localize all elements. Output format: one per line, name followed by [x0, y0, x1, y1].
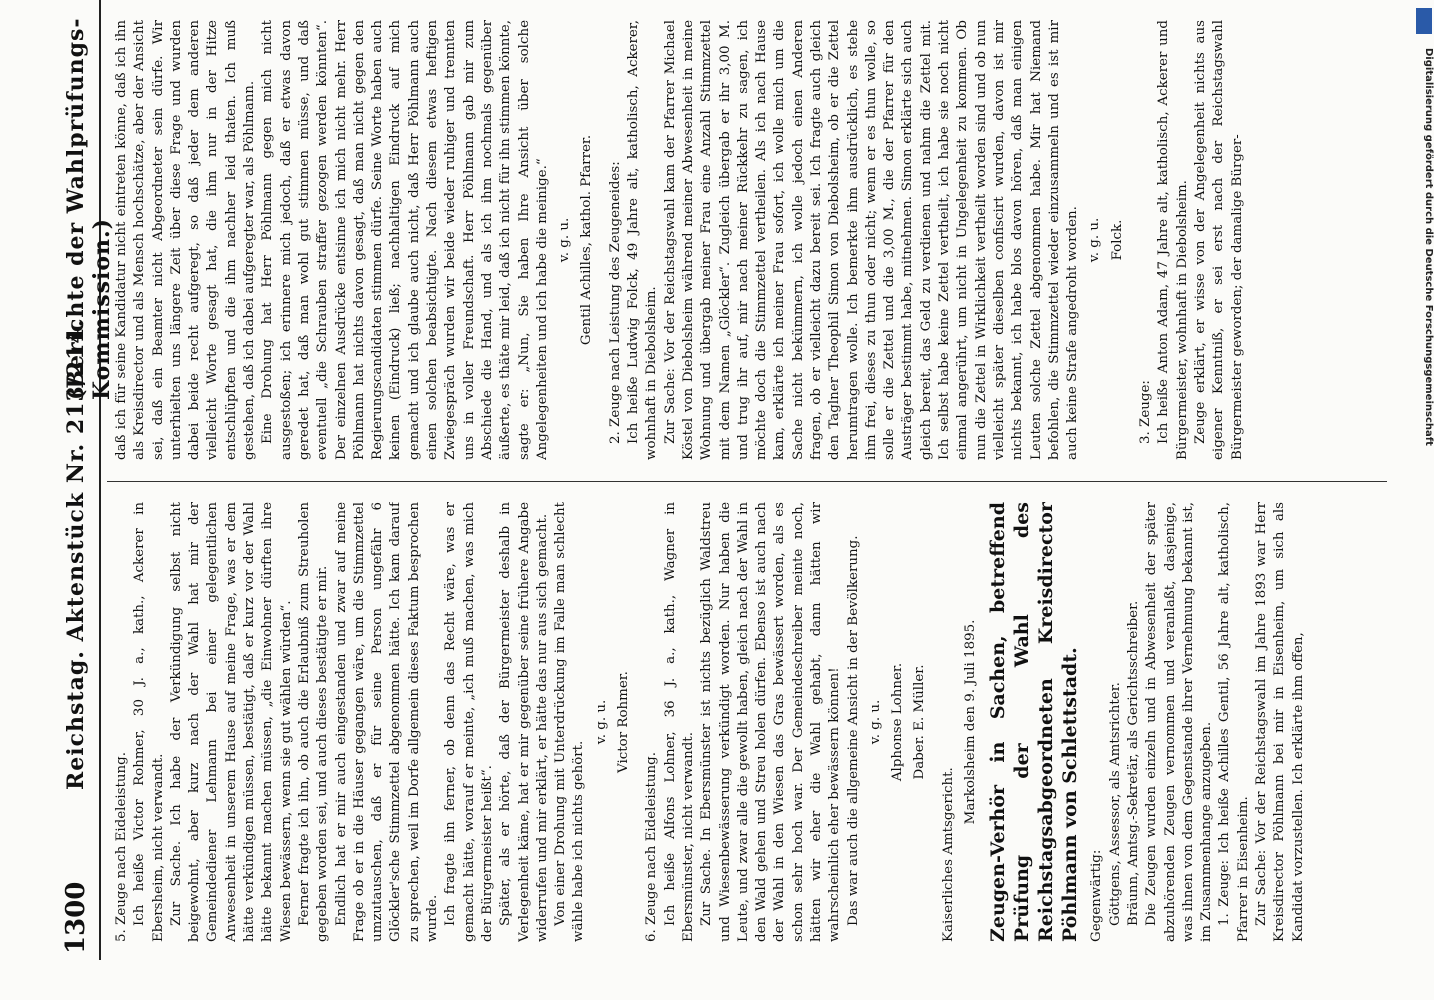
paragraph: Endlich hat er mir auch eingestanden und zwar auf meine Frage ob er in die Häuser gegangen wäre, um die Stimmzettel umzutauschen, daß er für seine Person ungefähr 6 Glöckler'sche Stimmzettel abgenommen hätte. Ich kam darauf zu sprechen, weil im Dorfe allgemein dieses Faktum besprochen wurde.	[333, 502, 441, 942]
page-number: 1300	[61, 881, 91, 954]
signature-name: Victor Rohmer.	[616, 671, 632, 773]
signature-line: v. g. u.	[1087, 217, 1103, 263]
header-right-title: (Berichte der Wahlprüfungs-Kommission.)	[63, 17, 115, 400]
paragraph: Die Zeugen wurden einzeln und in Abwesenheit der später abzuhörenden Zeugen vernommen und veranlaßt, dasjenige, was ihnen von dem Gegenstande ihrer Vernehmung bekannt ist, im Zusammenhange anzugeben.	[1144, 502, 1215, 942]
column-divider	[107, 481, 1387, 482]
paragraph: 2. Zeuge nach Leistung des Zeugeneides:	[607, 161, 623, 444]
page-header	[55, 0, 115, 960]
signature-line: v. g. u.	[557, 217, 573, 263]
rotated-print-sheet	[55, 0, 1405, 960]
paragraph: Zur Sache: Vor der Reichstagswahl kam der Pfarrer Michael Köstel von Diebolsheim während meiner Abwesenheit in meine Wohnung und übergab meiner Frau eine Anzahl Stimmzettel mit dem Namen „Glöckler“. Zugleich übergab er ihr 3,00 M. und trug ihr auf, mir nach meiner Rückkehr zu sagen, ich möchte doch die Stimmzettel vertheilen. Als ich nach Hause kam, erklärte ich meiner Frau sofort, ich wolle mich um die Sache nicht bekümmern, ich wolle jedoch einen Anderen fragen, ob er vielleicht dazu bereit sei. Ich fragte auch gleich den Taglner Theophil Simon von Diebolsheim, ob er die Zettel herumtragen wolle. Ich bemerkte ihm ausdrücklich, es stehe ihm frei, dieses zu thun oder nicht; wenn er es thun wolle, so solle er die Zettel und die 3,00 M., die der Pfarrer für den Austräger bestimmt habe, mitnehmen. Simon erklärte sich auch gleich bereit, das Geld zu verdienen und nahm die Zettel mit. Ich selbst habe keine Zettel vertheilt, ich habe sie noch nicht einmal angerührt, um nicht in Ungelegenheit zu kommen. Ob nun die Zettel in Wirklichkeit vertheilt worden sind und ob nun vielleicht später dieselben confiscirt wurden, davon ist mir nichts bekannt, ich habe blos davon hören, daß man einigen Leuten solche Zettel abgenommen habe. Mir hat Niemand befohlen, die Stimmzettel wieder einzusammeln und es ist mir auch keine Strafe angedroht worden.	[662, 20, 1081, 460]
paragraph: Ich heiße Alfons Lohner, 36 J. a., kath., Wagner in Ebersmünster, nicht verwandt.	[662, 502, 696, 942]
dfg-logo	[1416, 8, 1432, 34]
paragraph: Von einer Drohung mit Unterdrückung im Falle man schlecht wähle habe ich nichts gehört.	[553, 502, 587, 942]
text-column-right	[113, 20, 1388, 460]
place-date: Markolsheim den 9. Juli 1895.	[963, 619, 979, 825]
paragraph: Ich fragte ihn ferner, ob denn das Recht wäre, was er gemacht hätte, worauf er meinte, „ich muß machen, was mich der Bürgermeister heißt“.	[443, 502, 495, 942]
paragraph: Zur Sache. Ich habe der Verkündigung selbst nicht beigewohnt, aber kurz nach der Wahl hat mir der Gemeindediener Lehmann bei einer gelegentlichen Anwesenheit in unserem Hause auf meine Frage, was er dem hätte verkündigen müssen, bestätigt, daß er kurz vor der Wahl hätte bekannt machen müssen, „die Einwohner dürften ihre Wiesen bewässern, wenn sie gut wählen würden“.	[168, 502, 294, 942]
paragraph: Das war auch die allgemeine Ansicht in der Bevölkerung.	[845, 535, 861, 926]
text-column-left	[113, 502, 1388, 942]
paragraph: Ferner fragte ich ihn, ob auch die Erlaubniß zum Streuholen gegeben worden sei, und auch dieses bestätigte er mir.	[296, 502, 331, 942]
signature-line: v. g. u.	[867, 699, 883, 745]
paragraph: 1. Zeuge: Ich heiße Achilles Gentil, 56 Jahre alt, katholisch, Pfarrer in Eisenheim.	[1217, 502, 1251, 942]
signature-line: v. g. u.	[593, 699, 609, 745]
paragraph: 3. Zeuge:	[1138, 380, 1154, 444]
paragraph: 6. Zeuge nach Eideleistung.	[644, 752, 660, 942]
paragraph: daß ich für seine Kandidatur nicht eintreten könne, daß ich ihn als Kreisdirector und als Mensch hochschätze, aber der Ansicht sei, daß ein Beamter nicht Abgeordneter sein dürfe. Wir unterhielten uns längere Zeit über diese Frage und wurden dabei beide recht aufgeregt, so daß jeder dem anderen vielleicht Worte gesagt hat, die ihm nur in der Hitze entschlüpften und die ihm nachher leid thaten. Ich muß gestehen, daß ich dabei aufgeregter war, als Pöhlmann.	[114, 20, 258, 460]
paragraph: Zeuge erklärt, er wisse von der Angelegenheit nichts aus eigener Kenntniß, er sei erst nach der Reichstagswahl Bürgermeister geworden; der damalige Bürger-	[1192, 20, 1245, 460]
signature-name: Daber. E. Müller.	[912, 664, 928, 780]
section-heading: Zeugen-Verhör in Sachen, betreffend Prüfung der Wahl des Reichstagsabgeordneten Kreisdirector Pöhlmann von Schlettstadt.	[987, 502, 1082, 942]
paragraph: Ich heiße Ludwig Folck, 49 Jahre alt, katholisch, Ackerer, wohnhaft in Diebolsheim.	[626, 20, 660, 460]
paragraph: Gegenwärtig:	[1089, 849, 1105, 942]
signature-name: Gentil Achilles, kathol. Pfarrer.	[579, 134, 595, 346]
paragraph: 5. Zeuge nach Eideleistung.	[114, 752, 129, 942]
dfg-sidebar	[1416, 8, 1432, 993]
paragraph: Zur Sache: Vor der Reichstagswahl im Jahre 1893 war Herr Kreisdirector Pöhlmann bei mir in Eisenheim, um sich als Kandidat vorzustellen. Ich erklärte ihm offen,	[1254, 502, 1306, 942]
court-heading: Kaiserliches Amtsgericht.	[940, 767, 956, 942]
digitization-credit: Digitalisierung gefördert durch die Deutsche Forschungsgemeinschaft	[1423, 48, 1434, 446]
paragraph: Eine Drohung hat Herr Pöhlmann gegen mich nicht ausgestoßen; ich erinnere mich jedoch, daß er etwas davon geredet hat, daß man wohl gut stimmen müsse, und daß eventuell „die Schrauben straffer gezogen werden könnten“. Der einzelnen Ausdrücke entsinne ich mich nicht mehr. Herr Pöhlmann hat nichts davon gesagt, daß man nicht gegen den Regierungscandidaten stimmen dürfe. Seine Worte haben auch keinen (Eindruck) ließ; nachhaltigen Eindruck auf mich gemacht und ich glaube auch nicht, daß Herr Pöhlmann auch einen solchen beabsichtigte. Nach diesem etwas heftigen Zwiegespräch wurden wir beide wieder ruhiger und trennten uns in voller Freundschaft. Herr Pöhlmann gab mir zum Abschiede die Hand, und als ich ihm nochmals gegenüber äußerte, es thäte mir leid, daß ich nicht für ihn stimmen könnte, sagte er: „Nun, Sie haben Ihre Ansicht über solche Angelegenheiten und ich habe die meinige.“	[260, 20, 550, 460]
paragraph: Später, als er hörte, daß der Bürgermeister deshalb in Verlegenheit käme, hat er mir gegenüber seine frühere Angabe widerrufen und mir erklärt, er hätte das nur aus sich gemacht.	[498, 502, 550, 942]
paragraph: Ich heiße Anton Adam, 47 Jahre alt, katholisch, Ackerer und Bürgermeister, wohnhaft in Diebolsheim.	[1156, 20, 1190, 460]
paragraph: Ich heiße Victor Rohmer, 30 J. a., kath., Ackerer in Ebersheim, nicht verwandt.	[132, 502, 166, 942]
signature-name: Folck.	[1109, 219, 1125, 261]
paragraph: Bräunn, Amtsg.-Sekretär, als Gerichtsschreiber.	[1125, 600, 1141, 926]
signature-name: Alphonse Lohner.	[890, 662, 906, 782]
header-left-title: Reichstag. Aktenstück Nr. 213/214.	[63, 318, 89, 790]
paragraph: Zur Sache. In Ebersmünster ist nichts bezüglich Waldstreu und Wiesenbewässerung verkündigt worden. Nur haben die Leute, und zwar alle die gewollt haben, gleich nach der Wahl in den Wald gehen und Streu holen dürfen. Ebenso ist auch nach der Wahl in den Wiesen das Gras bewässert worden, als es schon sehr hoch war. Der Gemeindeschreiber meinte noch, hätten wir eher die Wahl gehabt, dann hätten wir wahrscheinlich eher bewässern können!	[699, 502, 843, 942]
paragraph: Göttgens, Assessor, als Amtsrichter.	[1107, 682, 1123, 926]
